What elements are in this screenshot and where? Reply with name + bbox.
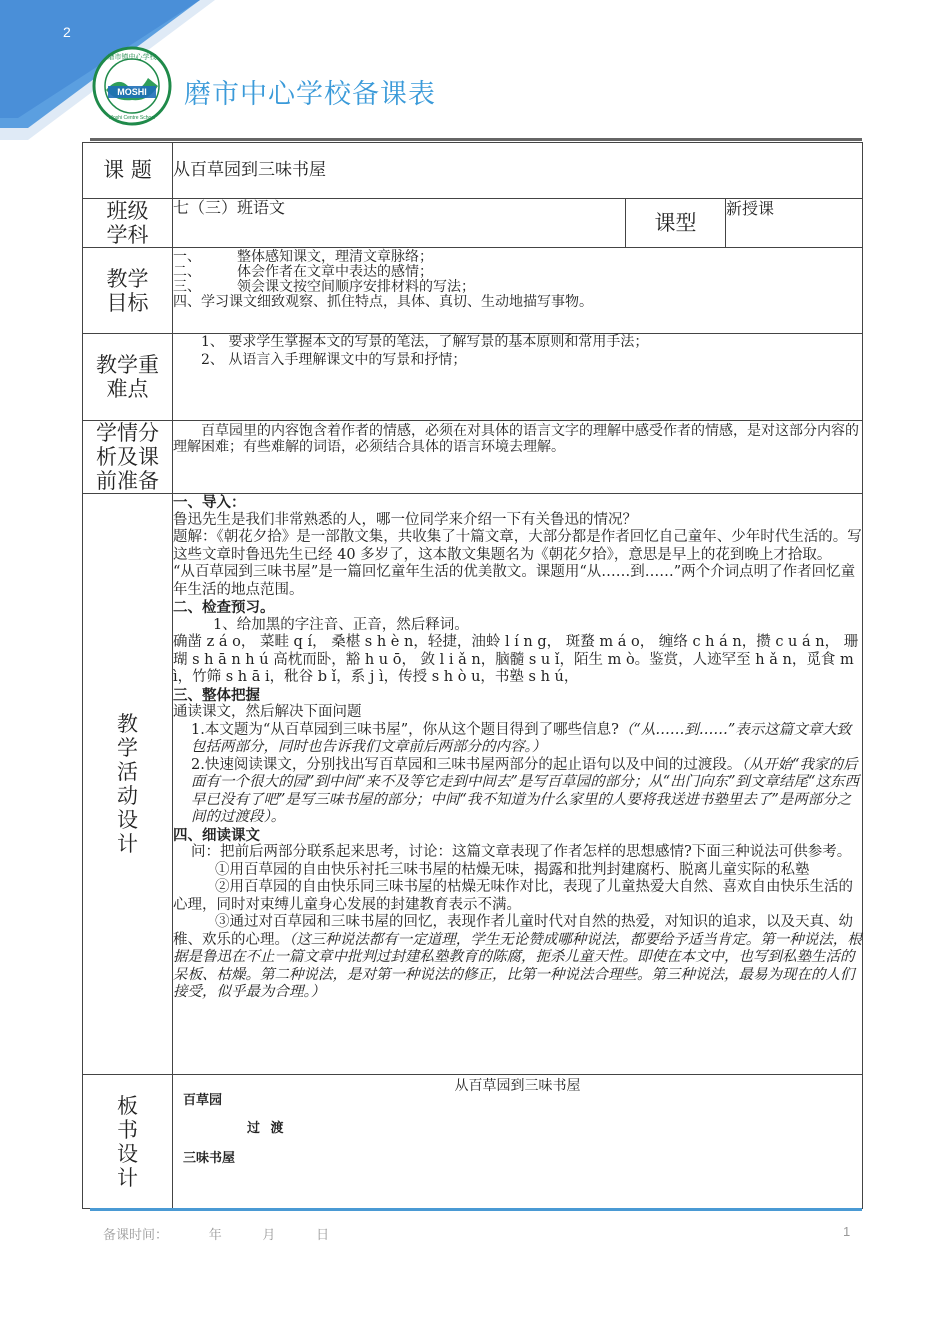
header-page-number: 2 <box>63 24 71 40</box>
section-title: 一、导入： <box>173 494 246 511</box>
lesson-type-label: 课型 <box>626 199 726 248</box>
section-title: 三、整体把握 <box>173 686 260 704</box>
goals-list <box>173 248 863 334</box>
board-item-transition: 过 渡 <box>247 1121 284 1136</box>
board-title: 从百草园到三味书屋 <box>454 1078 581 1094</box>
activity-label: 教学活动设计 <box>83 494 173 1075</box>
class-label: 班级学科 <box>83 199 173 248</box>
key-point-item: 2、 从语言入手理解课文中的写景和抒情； <box>201 351 467 368</box>
board-design <box>173 1075 863 1209</box>
goal-item: 三、 领会课文按空间顺序安排材料的写法； <box>173 279 475 295</box>
question-2: 2.快速阅读课文，分别找出写百草园和三味书屋两部分的起止语句以及中间的过渡段。（从开始“我家的后面有一个很大的园”到中间“来不及等它走到中间去”是写百草园的部分；从“出门向东”到文章结尾“这东西早已没有了吧”是写三味书屋的部分；中间“我不知道为什么家里的人要将我送进书塾里去了”是两部分之间的过渡段）。 <box>191 756 859 825</box>
key-points-list <box>173 334 863 421</box>
paragraph: “从百草园到三味书屋”是一篇回忆童年生活的优美散文。课题用“从……到……”两个介词点明了作者回忆童年生活的地点范围。 <box>173 564 856 598</box>
goal-item: 二、 体会作者在文章中表达的感情； <box>173 264 433 280</box>
topic-label: 课 题 <box>83 143 173 199</box>
section-title: 四、细读课文 <box>173 826 260 844</box>
paragraph: 通读课文，然后解决下面问题 <box>173 704 362 720</box>
paragraph: 题解：《朝花夕拾》是一部散文集，共收集了十篇文章，大部分都是作者回忆自己童年、少年时代生活的。写这些文章时鲁迅先生已经 40 多岁了，这本散文集题名为《朝花夕拾》，意思是早上的花到晚上才拾取。 <box>173 529 862 563</box>
paragraph: 鲁迅先生是我们非常熟悉的人，哪一位同学来介绍一下有关鲁迅的情况？ <box>173 511 637 528</box>
pinyin-paragraph: 确凿 z á o， 菜畦 q í， 桑椹 s h è n，轻捷，油蛉 l í n g， 斑蝥 m á o， 缠络 c h á n，攒 c u á n， 珊瑚 s h ā n h ú 高枕而卧，豁 h u ō， 敛 l i ǎ n，脑髓 s u ǐ，陌生 m ò。鉴赏，人迹罕至 h ǎ n，觅食 m ì，竹筛 s h ā i，秕谷 b ǐ，系 j ì，传授 s h ò u，书塾 s h ú， <box>173 634 859 685</box>
activity-content <box>173 494 863 1075</box>
footer-date: 备课时间： 年 月 日 <box>103 1228 330 1243</box>
lesson-plan-table <box>82 142 863 1209</box>
footer-rule <box>90 1208 862 1211</box>
school-title: 磨市中心学校备课表 <box>184 79 436 110</box>
svg-text:Moshi Centre School: Moshi Centre School <box>108 115 156 121</box>
svg-text:MOSHI: MOSHI <box>117 87 147 97</box>
section-title: 二、检查预习。 <box>173 599 275 616</box>
svg-text:磨市镇中心学校: 磨市镇中心学校 <box>107 53 157 61</box>
paragraph: 1、给加黑的字注音、正音，然后释词。 <box>213 616 469 633</box>
option-item: ③通过对百草园和三味书屋的回忆，表现作者儿童时代对自然的热爱，对知识的追求，以及天真、幼稚、欢乐的心理。（这三种说法都有一定道理，学生无论赞成哪种说法，都要给予适当肯定。第一种说法，根据是鲁迅在不止一篇文章中批判过封建私塾教育的陈腐，扼杀儿童天性。即使在本文中，也写到私塾生活的呆板、枯燥。第二种说法，是对第一种说法的修正，比第一种说法合理些。第三种说法，最易为现在的人们接受，似乎最为合理。） <box>173 914 862 1000</box>
header-rule <box>90 138 862 141</box>
board-label: 板书设计 <box>83 1075 173 1209</box>
board-item-baicaoyuan: 百草园 <box>183 1093 223 1108</box>
paragraph: 问：把前后两部分联系起来思考，讨论：这篇文章表现了作者怎样的思想感情?下面三种说法可供参考。 <box>191 844 852 860</box>
goal-item: 四、学习课文细致观察、抓住特点，具体、真切、生动地描写事物。 <box>173 294 593 310</box>
board-item-sanwei: 三味书屋 <box>183 1151 236 1166</box>
analysis-text: 百草园里的内容饱含着作者的情感，必须在对具体的语言文字的理解中感受作者的情感，是对这部分内容的理解困难；有些难解的词语，必须结合具体的语言环境去理解。 <box>173 421 863 494</box>
class-value: 七（三）班语文 <box>173 199 626 248</box>
option-item: ①用百草园的自由快乐衬托三味书屋的枯燥无味，揭露和批判封建腐朽、脱离儿童实际的私塾 <box>215 861 810 878</box>
school-logo-icon <box>92 46 172 126</box>
goals-label: 教学目标 <box>83 248 173 334</box>
key-points-label: 教学重难点 <box>83 334 173 421</box>
question-1: 1.本文题为“从百草园到三味书屋”，你从这个题目得到了哪些信息?（“从……到……”表示这篇文章大致包括两部分，同时也告诉我们文章前后两部分的内容。） <box>191 721 852 755</box>
goal-item: 一、 整体感知课文，理清文章脉络； <box>173 249 433 265</box>
option-item: ②用百草园的自由快乐同三味书屋的枯燥无味作对比，表现了儿童热爱大自然、喜欢自由快乐生活的心理，同时对束缚儿童身心发展的封建教育表示不满。 <box>173 879 853 913</box>
lesson-type-value: 新授课 <box>726 199 863 248</box>
topic-value: 从百草园到三味书屋 <box>173 143 863 199</box>
footer-page-number: 1 <box>843 1224 851 1239</box>
analysis-label: 学情分析及课前准备 <box>83 421 173 494</box>
key-point-item: 1、 要求学生掌握本文的写景的笔法，了解写景的基本原则和常用手法； <box>201 334 649 350</box>
